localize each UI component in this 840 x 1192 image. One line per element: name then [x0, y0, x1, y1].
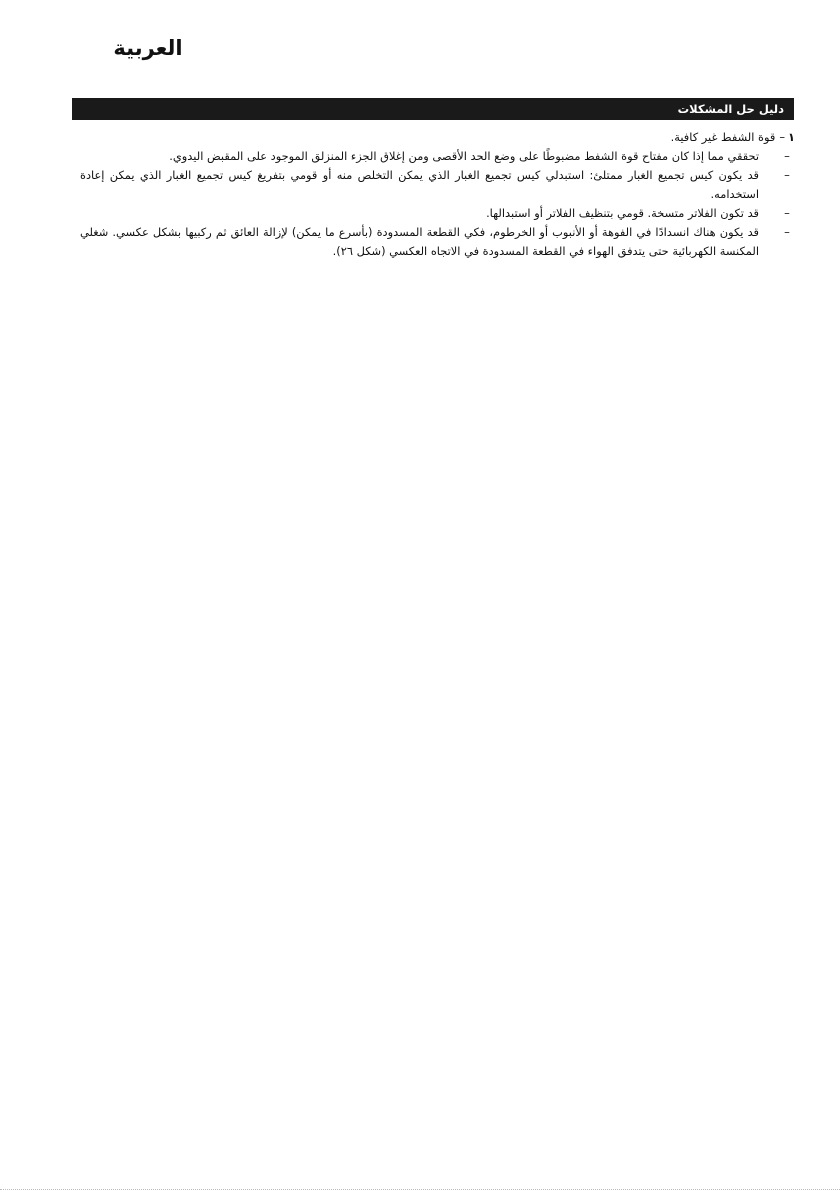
list-item-dash: – — [784, 225, 790, 239]
list-item-text: قد تكون الفلاتر متسخة. قومي بتنظيف الفلاتر أو استبدالها. — [486, 206, 759, 220]
list-item — [80, 204, 795, 223]
list-item-text: قد يكون هناك انسدادًا في الفوهة أو الأنبوب أو الخرطوم، فكي القطعة المسدودة (بأسرع ما يمكن) لإزالة العائق ثم ركبيها بشكل عكسي. شغلي المكنسة الكهربائية حتى يتدفق الهواء في القطعة المسدودة في الاتجاه العكسي (شكل ٢٦). — [80, 225, 759, 258]
solution-list — [80, 147, 795, 261]
list-item-text: قد يكون كيس تجميع الغبار ممتلئ: استبدلي كيس تجميع الغبار الذي يمكن التخلص منه أو قومي بتفريغ كيس تجميع الغبار الذي يمكن إعادة استخدامه. — [80, 168, 759, 201]
list-item — [80, 166, 795, 204]
list-item-text: تحققي مما إذا كان مفتاح قوة الشفط مضبوطًا على وضع الحد الأقصى ومن إغلاق الجزء المنزلق الموجود على المقبض اليدوي. — [169, 149, 759, 163]
section-title: دليل حل المشكلات — [677, 102, 784, 116]
list-item-dash: – — [784, 149, 790, 163]
page-bottom-edge — [0, 1189, 840, 1190]
problem-dash: – — [779, 130, 786, 144]
problem-number: ١ — [788, 130, 795, 144]
list-item — [80, 147, 795, 166]
language-title: العربية — [113, 36, 183, 60]
problem-heading — [80, 128, 795, 147]
list-item-dash: – — [784, 168, 790, 182]
list-item — [80, 223, 795, 261]
troubleshooting-content — [80, 128, 795, 261]
list-item-dash: – — [784, 206, 790, 220]
problem-title: قوة الشفط غير كافية. — [670, 130, 776, 144]
section-header-bar — [72, 98, 794, 120]
